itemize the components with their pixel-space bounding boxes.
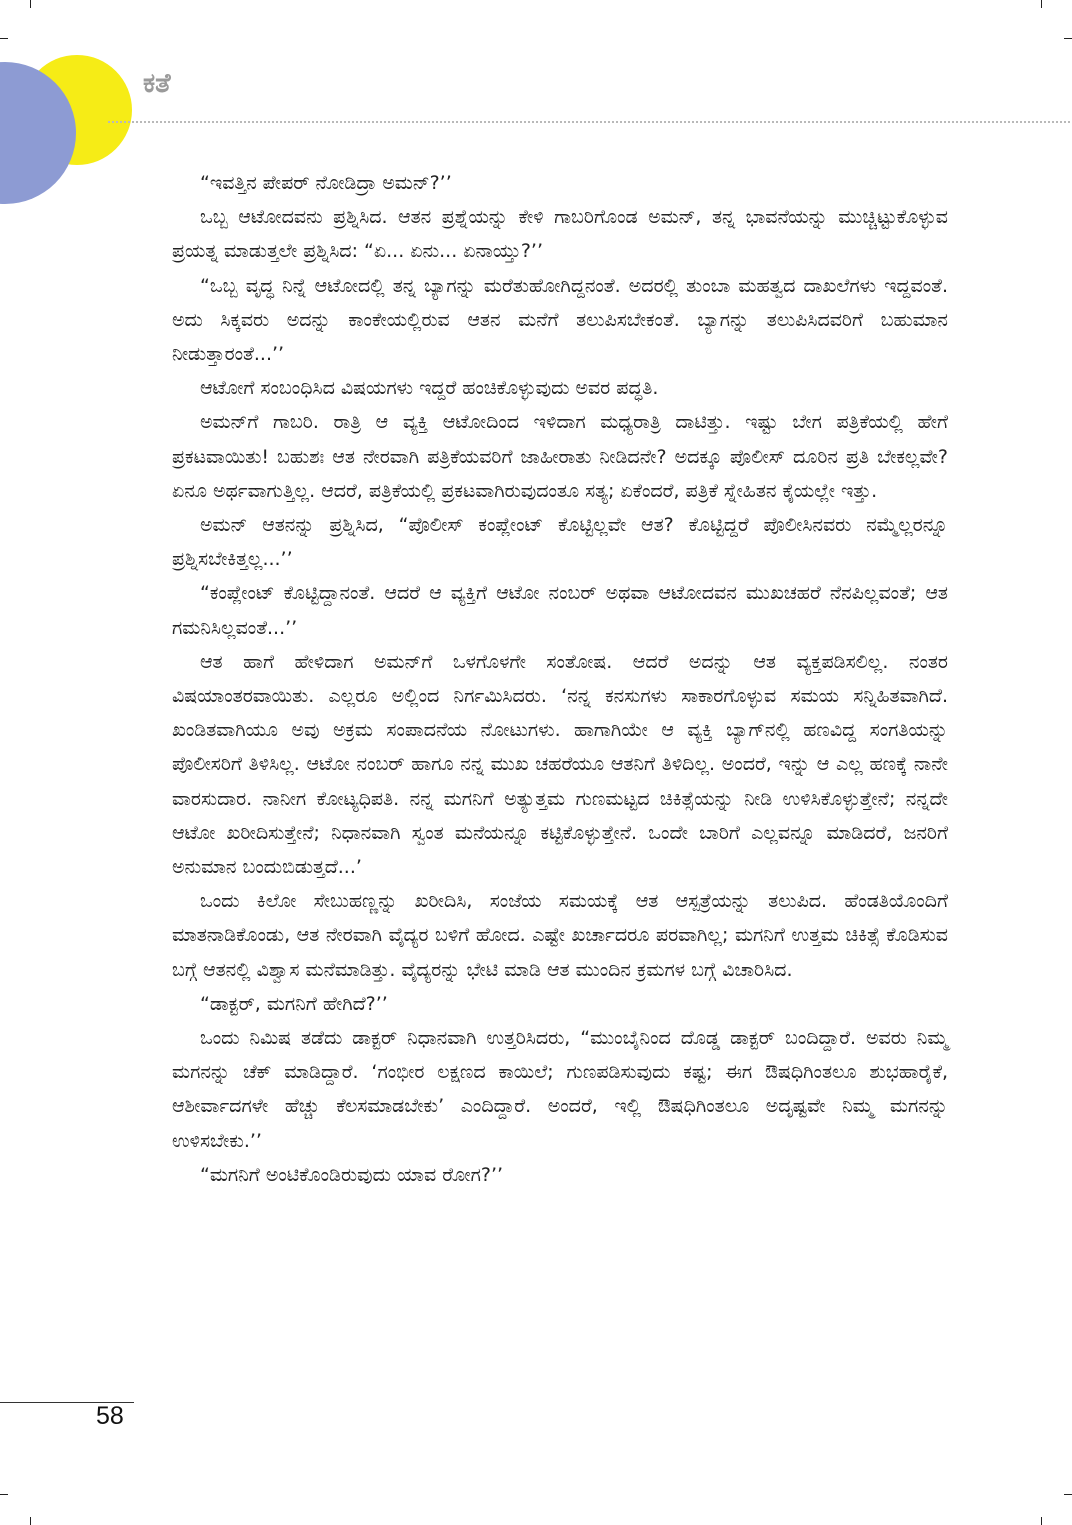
- story-paragraph: “ಮಗನಿಗೆ ಅಂಟಿಕೊಂಡಿರುವುದು ಯಾವ ರೋಗ?’’: [200, 1163, 504, 1186]
- story-paragraph: “ಒಬ್ಬ ವೃದ್ಧ ನಿನ್ನೆ ಆಟೋದಲ್ಲಿ ತನ್ನ ಬ್ಯಾಗನ್ನು ಮರೆತುಹೋಗಿದ್ದನಂತೆ. ಅದರಲ್ಲಿ ತುಂಬಾ ಮಹತ್ವದ ದಾಖಲೆಗಳು ಇದ್ದವಂತೆ. ಅದು ಸಿಕ್ಕವರು ಅದನ್ನು ಕಾಂಕೇಯಲ್ಲಿರುವ ಆತನ ಮನೆಗೆ ತಲುಪಿಸಬೇಕಂತೆ. ಬ್ಯಾಗನ್ನು ತಲುಪಿಸಿದವರಿಗೆ ಬಹುಮಾನ ನೀಡುತ್ತಾರಂತೆ...’’: [172, 274, 948, 366]
- story-paragraph: ಆಟೋಗೆ ಸಂಬಂಧಿಸಿದ ವಿಷಯಗಳು ಇದ್ದರೆ ಹಂಚಿಕೊಳ್ಳುವುದು ಅವರ ಪದ್ಧತಿ.: [200, 377, 659, 400]
- header-dotted-divider: [108, 121, 1070, 123]
- story-paragraph: ಒಂದು ನಿಮಿಷ ತಡೆದು ಡಾಕ್ಟರ್ ನಿಧಾನವಾಗಿ ಉತ್ತರಿಸಿದರು, “ಮುಂಬೈನಿಂದ ದೊಡ್ಡ ಡಾಕ್ಟರ್ ಬಂದಿದ್ದಾರೆ. ಅವರು ನಿಮ್ಮ ಮಗನನ್ನು ಚೆಕ್ ಮಾಡಿದ್ದಾರೆ. ‘ಗಂಭೀರ ಲಕ್ಷಣದ ಕಾಯಿಲೆ; ಗುಣಪಡಿಸುವುದು ಕಷ್ಟ; ಈಗ ಔಷಧಿಗಿಂತಲೂ ಶುಭಹಾರೈಕೆ, ಆಶೀರ್ವಾದಗಳೇ ಹೆಚ್ಚು ಕೆಲಸಮಾಡಬೇಕು’ ಎಂದಿದ್ದಾರೆ. ಅಂದರೆ, ಇಲ್ಲಿ ಔಷಧಿಗಿಂತಲೂ ಅದೃಷ್ಟವೇ ನಿಮ್ಮ ಮಗನನ್ನು ಉಳಿಸಬೇಕು.’’: [172, 1027, 948, 1152]
- story-paragraph: “ಡಾಕ್ಟರ್, ಮಗನಿಗೆ ಹೇಗಿದೆ?’’: [200, 992, 388, 1015]
- crop-mark-right-lower: [1064, 1494, 1072, 1495]
- story-paragraph: ಅಮನ್ ಆತನನ್ನು ಪ್ರಶ್ನಿಸಿದ, “ಪೊಲೀಸ್ ಕಂಪ್ಲೇಂಟ್ ಕೊಟ್ಟಿಲ್ಲವೇ ಆತ? ಕೊಟ್ಟಿದ್ದರೆ ಪೊಲೀಸಿನವರು ನಮ್ಮೆಲ್ಲರನ್ನೂ ಪ್ರಶ್ನಿಸಬೇಕಿತ್ತಲ್ಲ...’’: [172, 514, 948, 571]
- page-number: 58: [96, 1402, 124, 1430]
- story-paragraph: ಒಂದು ಕಿಲೋ ಸೇಬುಹಣ್ಣನ್ನು ಖರೀದಿಸಿ, ಸಂಜೆಯ ಸಮಯಕ್ಕೆ ಆತ ಆಸ್ಪತ್ರೆಯನ್ನು ತಲುಪಿದ. ಹೆಂಡತಿಯೊಂದಿಗೆ ಮಾತನಾಡಿಕೊಂಡು, ಆತ ನೇರವಾಗಿ ವೈದ್ಯರ ಬಳಿಗೆ ಹೋದ. ಎಷ್ಟೇ ಖರ್ಚಾದರೂ ಪರವಾಗಿಲ್ಲ; ಮಗನಿಗೆ ಉತ್ತಮ ಚಿಕಿತ್ಸೆ ಕೊಡಿಸುವ ಬಗ್ಗೆ ಆತನಲ್ಲಿ ವಿಶ್ವಾಸ ಮನೆಮಾಡಿತ್ತು. ವೈದ್ಯರನ್ನು ಭೇಟಿ ಮಾಡಿ ಆತ ಮುಂದಿನ ಕ್ರಮಗಳ ಬಗ್ಗೆ ವಿಚಾರಿಸಿದ.: [172, 890, 948, 981]
- story-paragraph: “ಕಂಪ್ಲೇಂಟ್ ಕೊಟ್ಟಿದ್ದಾನಂತೆ. ಆದರೆ ಆ ವ್ಯಕ್ತಿಗೆ ಆಟೋ ನಂಬರ್ ಅಥವಾ ಆಟೋದವನ ಮುಖಚಹರೆ ನೆನಪಿಲ್ಲವಂತೆ; ಆತ ಗಮನಿಸಿಲ್ಲವಂತೆ...’’: [172, 582, 948, 639]
- crop-mark-top-right: [1041, 0, 1042, 8]
- story-paragraph: ಆತ ಹಾಗೆ ಹೇಳಿದಾಗ ಅಮನ್‌ಗೆ ಒಳಗೊಳಗೇ ಸಂತೋಷ. ಆದರೆ ಅದನ್ನು ಆತ ವ್ಯಕ್ತಪಡಿಸಲಿಲ್ಲ. ನಂತರ ವಿಷಯಾಂತರವಾಯಿತು. ಎಲ್ಲರೂ ಅಲ್ಲಿಂದ ನಿರ್ಗಮಿಸಿದರು. ‘ನನ್ನ ಕನಸುಗಳು ಸಾಕಾರಗೊಳ್ಳುವ ಸಮಯ ಸನ್ನಿಹಿತವಾಗಿದೆ. ಖಂಡಿತವಾಗಿಯೂ ಅವು ಅಕ್ರಮ ಸಂಪಾದನೆಯ ನೋಟುಗಳು. ಹಾಗಾಗಿಯೇ ಆ ವ್ಯಕ್ತಿ ಬ್ಯಾಗ್‌ನಲ್ಲಿ ಹಣವಿದ್ದ ಸಂಗತಿಯನ್ನು ಪೊಲೀಸರಿಗೆ ತಿಳಿಸಿಲ್ಲ. ಆಟೋ ನಂಬರ್ ಹಾಗೂ ನನ್ನ ಮುಖ ಚಹರೆಯೂ ಆತನಿಗೆ ತಿಳಿದಿಲ್ಲ. ಅಂದರೆ, ಇನ್ನು ಆ ಎಲ್ಲ ಹಣಕ್ಕೆ ನಾನೇ ವಾರಸುದಾರ. ನಾನೀಗ ಕೋಟ್ಯಧಿಪತಿ. ನನ್ನ ಮಗನಿಗೆ ಅತ್ಯುತ್ತಮ ಗುಣಮಟ್ಟದ ಚಿಕಿತ್ಸೆಯನ್ನು ನೀಡಿ ಉಳಿಸಿಕೊಳ್ಳುತ್ತೇನೆ; ನನ್ನದೇ ಆಟೋ ಖರೀದಿಸುತ್ತೇನೆ; ನಿಧಾನವಾಗಿ ಸ್ವಂತ ಮನೆಯನ್ನೂ ಕಟ್ಟಿಕೊಳ್ಳುತ್ತೇನೆ. ಒಂದೇ ಬಾರಿಗೆ ಎಲ್ಲವನ್ನೂ ಮಾಡಿದರೆ, ಜನರಿಗೆ ಅನುಮಾನ ಬಂದುಬಿಡುತ್ತದೆ...’: [172, 650, 948, 879]
- crop-mark-bottom-right: [1041, 1517, 1042, 1525]
- story-paragraph: ಅಮನ್‌ಗೆ ಗಾಬರಿ. ರಾತ್ರಿ ಆ ವ್ಯಕ್ತಿ ಆಟೋದಿಂದ ಇಳಿದಾಗ ಮಧ್ಯರಾತ್ರಿ ದಾಟಿತ್ತು. ಇಷ್ಟು ಬೇಗ ಪತ್ರಿಕೆಯಲ್ಲಿ ಹೇಗೆ ಪ್ರಕಟವಾಯಿತು! ಬಹುಶಃ ಆತ ನೇರವಾಗಿ ಪತ್ರಿಕೆಯವರಿಗೆ ಜಾಹೀರಾತು ನೀಡಿದನೇ? ಅದಕ್ಕೂ ಪೊಲೀಸ್ ದೂರಿನ ಪ್ರತಿ ಬೇಕಲ್ಲವೇ? ಏನೂ ಅರ್ಥವಾಗುತ್ತಿಲ್ಲ. ಆದರೆ, ಪತ್ರಿಕೆಯಲ್ಲಿ ಪ್ರಕಟವಾಗಿರುವುದಂತೂ ಸತ್ಯ; ಏಕೆಂದರೆ, ಪತ್ರಿಕೆ ಸ್ನೇಹಿತನ ಕೈಯಲ್ಲೇ ಇತ್ತು.: [172, 411, 948, 502]
- story-body: [172, 166, 948, 1192]
- story-paragraph: ಒಬ್ಬ ಆಟೋದವನು ಪ್ರಶ್ನಿಸಿದ. ಆತನ ಪ್ರಶ್ನೆಯನ್ನು ಕೇಳಿ ಗಾಬರಿಗೊಂಡ ಅಮನ್, ತನ್ನ ಭಾವನೆಯನ್ನು ಮುಚ್ಚಿಟ್ಟುಕೊಳ್ಳುವ ಪ್ರಯತ್ನ ಮಾಡುತ್ತಲೇ ಪ್ರಶ್ನಿಸಿದ: “ಏ... ಏನು... ಏನಾಯ್ತು?’’: [172, 206, 948, 263]
- section-title: ಕತೆ: [143, 68, 171, 99]
- crop-mark-left-lower: [0, 1494, 8, 1495]
- crop-mark-bottom-left: [30, 1517, 31, 1525]
- crop-mark-left-upper: [0, 38, 8, 39]
- story-paragraph: “ಇವತ್ತಿನ ಪೇಪರ್ ನೋಡಿದ್ರಾ ಅಮನ್?’’: [200, 172, 452, 194]
- crop-mark-right-upper: [1064, 38, 1072, 39]
- crop-mark-top-left: [30, 0, 31, 8]
